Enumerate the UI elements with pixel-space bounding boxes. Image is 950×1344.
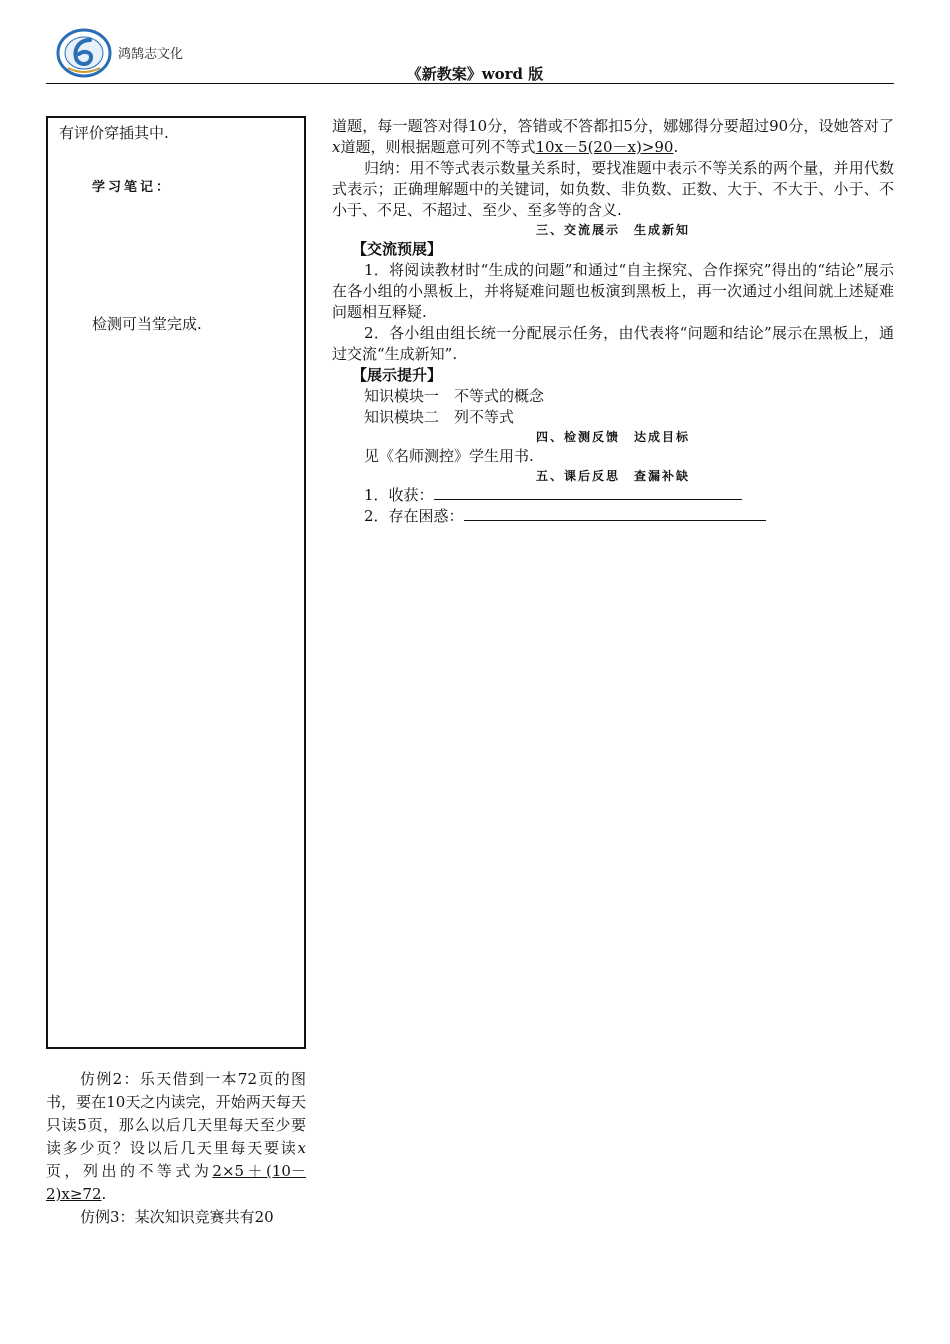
- puzzle-blank[interactable]: [464, 506, 766, 521]
- summary-paragraph: 归纳：用不等式表示数量关系时，要找准题中表示不等关系的两个量，并用代数式表示；正确理解题中的关键词，如负数、非负数、正数、大于、不大于、小于、不小于、不足、不超过、至少、至多等的含义.: [332, 159, 894, 219]
- notes-label: 学习笔记：: [92, 180, 173, 195]
- example-3-answer: 10x－5(20－x)>90: [535, 138, 674, 156]
- brand-name: 鸿鹄志文化: [118, 47, 184, 62]
- preview-item-1: 1．将阅读教材时“生成的问题”和通过“自主探究、合作探究”得出的“结论”展示在各小组的小黑板上，并将疑难问题也板演到黑板上，再一次通过小组间就上述疑难问题相互释疑.: [332, 261, 894, 321]
- preview-item-2: 2．各小组由组长统一分配展示任务，由代表将“问题和结论”展示在黑板上，通过交流“生成新知”.: [332, 324, 894, 363]
- right-column: [332, 116, 894, 527]
- show-heading: 【展示提升】: [352, 366, 443, 384]
- sidebar-test-note: 检测可当堂完成.: [92, 315, 202, 333]
- page-title: 《新教案》word 版: [406, 65, 544, 83]
- preview-heading: 【交流预展】: [352, 240, 443, 258]
- example-2: 仿例2：乐天借到一本72页的图书，要在10天之内读完，开始两天每天只读5页，那么以后几天里每天至少要读多少页？设以后几天里每天要读x页，列出的不等式为2×5＋(10－2)x≥72.: [46, 1070, 306, 1203]
- example-2-answer: 2×5＋(10－2)x≥72: [46, 1162, 306, 1203]
- puzzle-line: 2．存在困惑：: [332, 506, 894, 527]
- left-column: [46, 1068, 306, 1229]
- sidebar-comment: 有评价穿插其中.: [59, 124, 169, 142]
- example-3-continued: 道题，每一题答对得10分，答错或不答都扣5分，娜娜得分要超过90分，设她答对了x道题，则根据题意可列不等式10x－5(20－x)>90.: [332, 117, 894, 156]
- header-divider: [46, 83, 894, 84]
- sidebar-notes-box: [46, 116, 306, 1049]
- section-4-heading: 四、检测反馈 达成目标: [535, 430, 690, 444]
- example-3: 仿例3：某次知识竞赛共有20: [80, 1208, 274, 1226]
- section-5-heading: 五、课后反思 查漏补缺: [535, 469, 690, 483]
- test-instruction: 见《名师测控》学生用书.: [364, 447, 534, 465]
- section-3-heading: 三、交流展示 生成新知: [535, 223, 690, 237]
- gain-blank[interactable]: [434, 485, 742, 500]
- gain-line: 1．收获：: [332, 485, 894, 506]
- module-1: 知识模块一 不等式的概念: [364, 387, 545, 405]
- module-2: 知识模块二 列不等式: [364, 408, 515, 426]
